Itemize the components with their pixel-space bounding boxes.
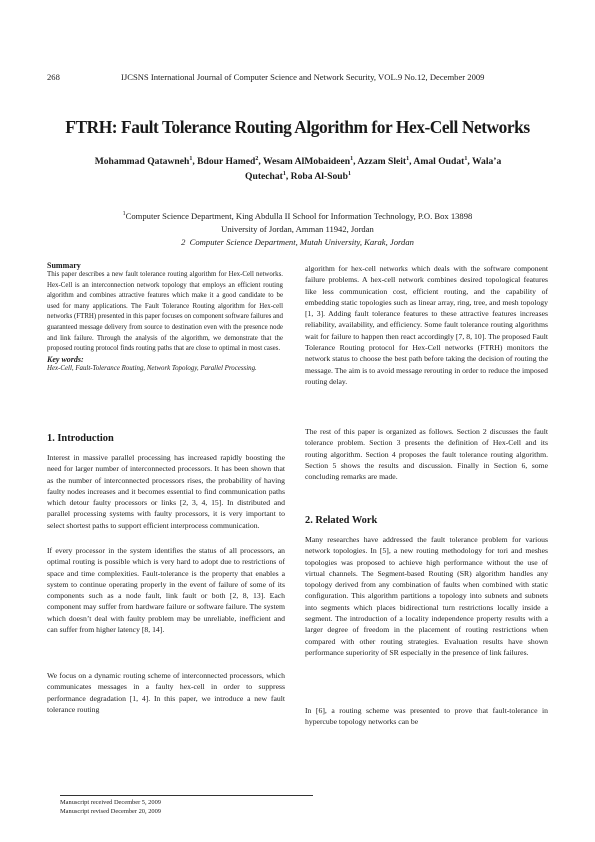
author-separator: , — [467, 156, 472, 168]
author-name: Roba Al-Soub — [290, 171, 348, 183]
abstract-text: This paper describes a new fault tolerance routing algorithm for Hex-Cell networks. Hex-Cell is an interconnection network topology that employs an efficient routing algorithm and combines attractive features which make it a good candidate to be used for many applications. The Fault Tolerance Routing algorithm for Hex-cell networks (FTRH) presented in this paper focuses on component software failures and guaranteed message delivery from source to destination even with the presence node and link failure. Through the analysis of the algorithm, we demonstrate that the proposed routing protocol finds routing paths that are close to optimal in most cases. — [47, 271, 283, 353]
right-paragraph: The rest of this paper is organized as follows. Section 2 discusses the fault tolerance problem. Section 3 presents the definition of Hex-Cell and its routing algorithm. Section 4 proposes the fault tolerance routing algorithm. Section 5 shows the results and discussion. Finally in Section 6, some concluding remarks are made. — [305, 427, 548, 482]
author-separator: , — [285, 171, 291, 183]
paper-title: FTRH: Fault Tolerance Routing Algorithm for Hex-Cell Networks — [65, 117, 530, 137]
author-name: Azzam Sleit — [357, 156, 407, 168]
footnote-revised: Manuscript revised December 20, 2009 — [60, 808, 161, 815]
section-heading-related-work: 2. Related Work — [305, 515, 378, 526]
author-affiliation-marker: 1 — [464, 156, 468, 162]
affiliation-1-line-1: Computer Science Department, King Abdulla II School for Information Technology, P.O. Box 13898 — [125, 211, 473, 221]
author-name: Mohammad Qatawneh — [94, 156, 190, 168]
footnote-rule — [60, 795, 313, 796]
author-name: Bdour Hamed — [197, 156, 256, 168]
journal-header: IJCSNS International Journal of Computer Science and Network Security, VOL.9 No.12, December 2009 — [121, 72, 485, 82]
author-separator: , — [258, 156, 263, 168]
author-line-1 — [58, 153, 538, 168]
author-affiliation-marker: 1 — [406, 156, 410, 162]
affiliation-1 — [0, 211, 595, 221]
related-paragraph: In [6], a routing scheme was presented to prove that fault-tolerance in hypercube topology networks can be — [305, 706, 548, 727]
abstract-block — [47, 261, 283, 374]
introduction-body — [47, 452, 285, 715]
footnote-received: Manuscript received December 5, 2009 — [60, 799, 161, 806]
related-paragraph: Many researches have addressed the fault tolerance problem for various network topologies. In [5], a new routing methodology for tori and meshes topologies was proposed to achieve high performance without the use of virtual channels. The Segment-based Routing (SR) algorithm handles any topology derived from any combination of faults when combined with static configuration. This algorithm partitions a topology into subnets and subnets into segments which places bidirectional turn restrictions locally inside a segment. The introduction of a locality independence property results with a larger degree of freedom in the placement of routing restrictions when compared with other routing strategies. Evaluation results have shown performance superiority of SR especially in the presence of link failures. — [305, 535, 548, 657]
author-name: Amal Oudat — [413, 156, 465, 168]
affiliation-2 — [0, 237, 595, 247]
right-column-top — [305, 263, 548, 482]
author-affiliation-marker: 1 — [350, 156, 354, 162]
author-name: Wala’a — [471, 156, 502, 168]
section-heading-introduction: 1. Introduction — [47, 433, 114, 444]
keywords-text: Hex-Cell, Fault-Tolerance Routing, Network Topology, Parallel Processing. — [47, 364, 257, 372]
intro-paragraph: If every processor in the system identifies the status of all processors, an optimal routing is possible which is very hard to adopt due to restrictions of space and time complexities. Fault-tolerance is the property that enables a system to continue operating properly in the event of failure of some of its components such as a node fault, link fault or both [2, 8, 13]. Each component may suffer from hardware failure or software failure. The system which doesn’t deal with faulty problem may be unreliable, inefficient and can suffer from higher latency [8, 14]. — [47, 546, 285, 635]
author-list — [58, 153, 538, 183]
author-name: Qutechat — [245, 171, 283, 183]
abstract-title: Summary — [47, 261, 81, 270]
page-number: 268 — [47, 72, 60, 82]
affiliation-1-line-2: University of Jordan, Amman 11942, Jordan — [221, 224, 374, 234]
right-paragraph: algorithm for hex-cell networks which deals with the software component failure problems. A hex-cell network combines desired topological features like less communication cost, efficient routing, and the capability of embedding static topologies such as linear array, ring, tree, and mesh topology [1, 3]. Adding fault tolerance features to these attractive features increases reliability, availability, and efficiency. Some fault tolerance routing algorithms wait for failure to happen then react accordingly [7, 8, 10]. The proposed Fault Tolerance Routing protocol for Hex-Cell networks (FTRH) monitors the network status to choose the best path before taking the decision of routing the message. The aim is to avoid message rerouting in order to reduce the imposed routing delay. — [305, 264, 548, 386]
intro-paragraph: We focus on a dynamic routing scheme of interconnected processors, which communicates messages in a faulty hex-cell in order to suppress performance degradation [1, 4]. In this paper, we introduce a new fault tolerance routing — [47, 671, 285, 714]
author-line-2 — [58, 168, 538, 183]
author-affiliation-marker: 2 — [255, 156, 259, 162]
author-affiliation-marker: 1 — [282, 171, 286, 178]
intro-paragraph: Interest in massive parallel processing has increased rapidly boosting the need for larger number of interconnected processors. It has been shown that as the number of interconnected processors rises, the probability of having faulty nodes increases and it becomes essential to find communication paths which detour faulty processors or links [2, 3, 4, 15]. In distributed and parallel processing systems with faulty processors, it is very important to select shortest paths to support efficient interprocess communication. — [47, 453, 285, 530]
author-affiliation-marker: 1 — [189, 156, 193, 162]
affiliation-1-marker: 1 — [122, 211, 126, 218]
affiliation-2-marker: 2 — [181, 237, 186, 247]
keywords-title: Key words: — [47, 354, 84, 364]
author-separator: , — [409, 156, 414, 168]
author-affiliation-marker: 1 — [347, 171, 351, 178]
author-separator: , — [353, 156, 358, 168]
affiliation-2-line: Computer Science Department, Mutah University, Karak, Jordan — [189, 237, 414, 247]
author-name: Wesam AlMobaideen — [262, 156, 351, 168]
related-work-body — [305, 534, 548, 728]
author-separator: , — [192, 156, 198, 168]
